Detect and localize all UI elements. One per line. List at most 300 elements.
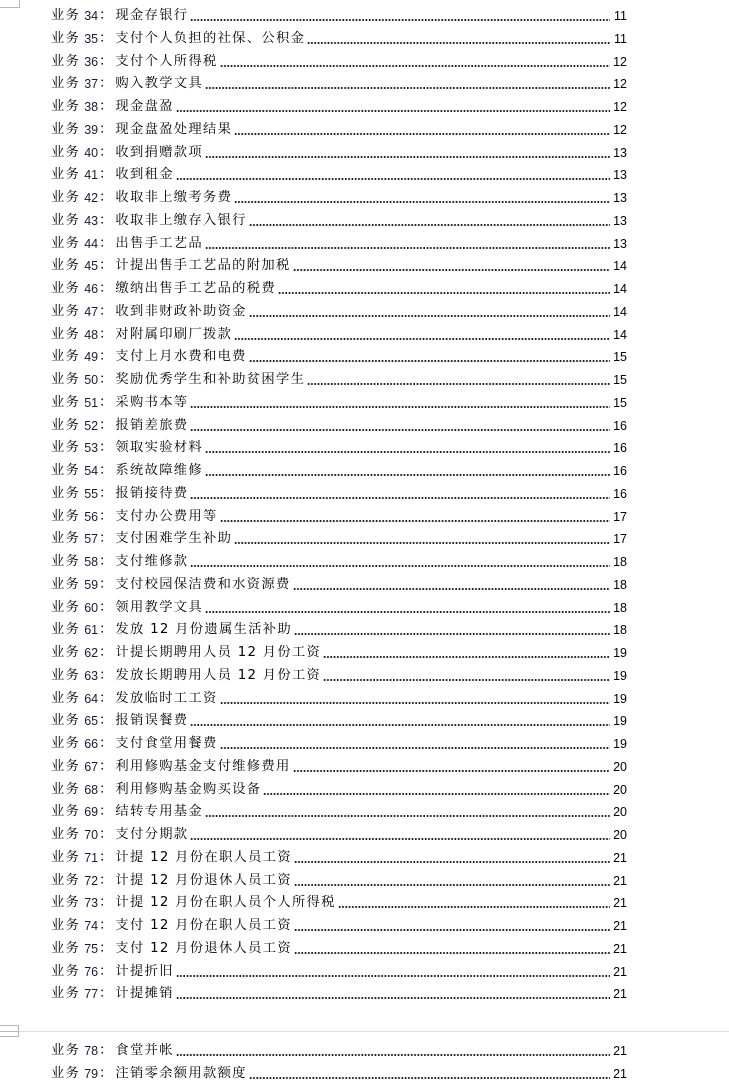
toc-entry[interactable] [51, 459, 627, 479]
toc-entry-prefix: 业务 [51, 599, 81, 615]
toc-entry-number: 55 [84, 486, 99, 501]
toc-entry-colon: ： [99, 849, 113, 865]
toc-entry-number: 56 [84, 509, 99, 524]
toc-entry-colon: ： [99, 212, 113, 228]
toc-entry-number: 61 [84, 623, 99, 638]
toc-entry-colon: ： [99, 8, 113, 23]
toc-dot-leader [234, 338, 610, 340]
toc-entry[interactable] [51, 869, 627, 889]
toc-entry-title: 奖励优秀学生和补助贫困学生 [115, 372, 306, 387]
toc-entry-number: 75 [84, 941, 99, 956]
toc-entry[interactable] [51, 982, 627, 1002]
toc-entry-colon: ： [99, 1065, 113, 1081]
toc-entry[interactable] [51, 709, 627, 729]
toc-entry-colon: ： [99, 508, 113, 524]
toc-entry-prefix: 业务 [51, 940, 81, 956]
toc-entry-colon: ： [99, 167, 113, 183]
toc-entry-colon: ： [99, 781, 113, 797]
toc-entry-prefix: 业务 [51, 713, 81, 729]
toc-entry-prefix: 业务 [51, 8, 81, 23]
toc-dot-leader [190, 724, 610, 726]
toc-entry-prefix: 业务 [51, 872, 81, 888]
toc-entry-title: 计提 12 月份在职人员工资 [115, 849, 292, 865]
toc-entry-colon: ： [99, 918, 113, 933]
toc-dot-leader [205, 611, 610, 613]
toc-entry-number: 58 [84, 555, 99, 569]
toc-dot-leader [293, 269, 610, 271]
toc-entry[interactable] [51, 732, 627, 752]
toc-dot-leader [190, 497, 610, 499]
toc-entry-number: 51 [84, 395, 99, 410]
toc-entry-page-number: 21 [613, 919, 627, 933]
toc-entry-colon: ： [99, 258, 113, 274]
toc-entry[interactable] [51, 118, 627, 138]
toc-entry-prefix: 业务 [51, 918, 81, 933]
toc-entry-page-number: 18 [613, 600, 627, 615]
toc-entry-page-number: 12 [613, 122, 627, 137]
toc-entry-page-number: 17 [613, 509, 627, 524]
toc-entry[interactable] [51, 1039, 627, 1059]
page-corner-marker [0, 0, 20, 8]
toc-entry[interactable] [51, 368, 627, 388]
toc-entry-page-number: 14 [613, 259, 627, 274]
toc-entry[interactable] [51, 960, 627, 980]
toc-entry-title: 支付个人所得税 [115, 53, 218, 69]
toc-entry-prefix: 业务 [51, 303, 81, 319]
toc-entry[interactable] [51, 4, 627, 24]
toc-entry[interactable] [51, 323, 627, 343]
toc-dot-leader [190, 406, 610, 408]
toc-entry-page-number: 18 [613, 577, 627, 592]
toc-dot-leader [220, 747, 610, 749]
toc-entry-prefix: 业务 [51, 144, 81, 160]
toc-entry-colon: ： [99, 326, 113, 342]
toc-entry-page-number: 20 [613, 805, 627, 820]
toc-entry-colon: ： [99, 394, 113, 410]
toc-entry[interactable] [51, 232, 627, 252]
toc-entry[interactable] [51, 254, 627, 274]
toc-entry-page-number: 16 [613, 418, 627, 433]
toc-entry-prefix: 业务 [51, 622, 81, 638]
toc-entry-colon: ： [99, 281, 113, 296]
toc-entry-number: 70 [84, 828, 99, 842]
page-corner-marker [0, 1025, 19, 1037]
toc-entry-prefix: 业务 [51, 1065, 81, 1081]
toc-entry-title: 计提 12 月份在职人员个人所得税 [115, 895, 336, 911]
toc-entry-page-number: 13 [613, 236, 627, 251]
toc-entry-number: 66 [84, 737, 99, 751]
toc-entry-prefix: 业务 [51, 667, 81, 683]
toc-entry-page-number: 18 [613, 555, 627, 569]
toc-entry-number: 40 [84, 145, 99, 160]
toc-entry-number: 36 [84, 54, 99, 69]
toc-dot-leader [294, 884, 610, 886]
toc-entry-colon: ： [99, 986, 113, 1002]
toc-entry-number: 77 [84, 987, 99, 1002]
toc-entry-page-number: 14 [613, 327, 627, 342]
toc-entry-colon: ： [99, 531, 113, 547]
toc-entry-prefix: 业务 [51, 895, 81, 911]
toc-entry-number: 72 [84, 873, 99, 888]
toc-entry-page-number: 19 [613, 714, 627, 729]
toc-entry-prefix: 业务 [51, 121, 81, 137]
toc-entry-colon: ： [99, 235, 113, 251]
toc-entry-prefix: 业务 [51, 1043, 81, 1058]
toc-dot-leader [323, 656, 610, 658]
toc-dot-leader [294, 929, 610, 931]
toc-entry-number: 49 [84, 350, 99, 365]
toc-entry-number: 65 [84, 714, 99, 729]
toc-entry-number: 79 [84, 1066, 99, 1081]
toc-dot-leader [205, 87, 610, 89]
toc-entry-prefix: 业务 [51, 326, 81, 342]
toc-entry[interactable] [51, 72, 627, 92]
toc-entry-page-number: 17 [613, 532, 627, 547]
toc-entry-page-number: 11 [614, 31, 627, 46]
toc-entry-colon: ： [99, 463, 113, 478]
toc-entry-colon: ： [99, 303, 113, 319]
toc-entry-prefix: 业务 [51, 30, 81, 46]
toc-entry-title: 购入教学文具 [115, 76, 203, 92]
toc-dot-leader [176, 110, 610, 112]
toc-dot-leader [205, 815, 610, 817]
toc-entry-colon: ： [99, 30, 113, 46]
toc-entry-colon: ： [99, 963, 113, 979]
toc-entry-prefix: 业务 [51, 849, 81, 865]
toc-dot-leader [205, 156, 610, 158]
toc-entry[interactable] [51, 186, 627, 206]
toc-dot-leader [249, 360, 610, 362]
toc-entry-title: 支付分期款 [115, 827, 189, 842]
toc-dot-leader [205, 451, 610, 453]
toc-entry-prefix: 业务 [51, 554, 81, 569]
toc-entry-colon: ： [99, 690, 113, 706]
toc-entry-title: 支付困难学生补助 [115, 531, 233, 547]
toc-entry[interactable] [51, 277, 627, 297]
toc-entry-page-number: 16 [613, 464, 627, 478]
toc-entry[interactable] [51, 300, 627, 320]
toc-entry-title: 利用修购基金购买设备 [115, 781, 262, 797]
toc-entry-title: 采购书本等 [115, 394, 189, 410]
toc-entry-page-number: 19 [613, 646, 627, 660]
toc-entry-prefix: 业务 [51, 167, 81, 183]
toc-entry-prefix: 业务 [51, 531, 81, 547]
toc-entry-page-number: 12 [613, 54, 627, 69]
toc-entry[interactable] [51, 573, 627, 593]
toc-entry-prefix: 业务 [51, 781, 81, 797]
toc-entry-number: 64 [84, 691, 99, 706]
toc-dot-leader [249, 315, 610, 317]
toc-entry-title: 计提摊销 [115, 986, 174, 1002]
toc-entry-number: 48 [84, 327, 99, 342]
toc-entry-page-number: 15 [613, 395, 627, 410]
toc-entry[interactable] [51, 687, 627, 707]
toc-entry[interactable] [51, 778, 627, 798]
toc-entry-page-number: 12 [613, 77, 627, 92]
toc-entry-colon: ： [99, 622, 113, 638]
toc-entry[interactable] [51, 209, 627, 229]
toc-dot-leader [190, 838, 610, 840]
toc-entry[interactable] [51, 664, 627, 684]
toc-entry[interactable] [51, 618, 627, 638]
toc-entry-title: 计提 12 月份退休人员工资 [115, 872, 292, 888]
toc-entry-colon: ： [99, 485, 113, 501]
toc-entry-number: 78 [84, 1044, 99, 1058]
toc-entry-number: 60 [84, 600, 99, 615]
toc-entry-colon: ： [99, 804, 113, 820]
toc-dot-leader [307, 383, 610, 385]
toc-entry-title: 计提折旧 [115, 963, 174, 979]
toc-entry-number: 37 [84, 77, 99, 92]
toc-entry-title: 收取非上缴考务费 [115, 190, 233, 205]
toc-entry-colon: ： [99, 713, 113, 729]
toc-dot-leader [293, 588, 610, 590]
toc-entry-page-number: 21 [613, 1066, 627, 1081]
toc-entry-number: 45 [84, 259, 99, 274]
toc-entry[interactable] [51, 345, 627, 365]
toc-dot-leader [176, 1054, 610, 1056]
toc-entry-page-number: 13 [613, 191, 627, 205]
toc-entry[interactable] [51, 163, 627, 183]
toc-entry-title: 计提长期聘用人员 12 月份工资 [115, 645, 322, 660]
toc-entry-prefix: 业务 [51, 576, 81, 592]
toc-entry-title: 系统故障维修 [115, 463, 203, 478]
toc-entry-prefix: 业务 [51, 736, 81, 751]
toc-entry-number: 69 [84, 805, 99, 820]
toc-dot-leader [190, 429, 610, 431]
toc-entry-page-number: 15 [613, 350, 627, 365]
toc-entry-page-number: 21 [613, 850, 627, 865]
toc-entry-page-number: 13 [613, 145, 627, 160]
toc-entry[interactable] [51, 641, 627, 661]
toc-entry-colon: ： [99, 736, 113, 751]
toc-entry-colon: ： [99, 667, 113, 683]
toc-entry-number: 68 [84, 782, 99, 797]
toc-entry-title: 支付办公费用等 [115, 508, 218, 524]
toc-entry-colon: ： [99, 940, 113, 956]
toc-entry-prefix: 业务 [51, 986, 81, 1002]
toc-entry-page-number: 21 [613, 873, 627, 888]
toc-entry-title: 利用修购基金支付维修费用 [115, 758, 291, 774]
toc-dot-leader [234, 133, 610, 135]
toc-entry-title: 支付上月水费和电费 [115, 349, 247, 365]
toc-entry-prefix: 业务 [51, 212, 81, 228]
toc-entry-title: 报销误餐费 [115, 713, 189, 729]
toc-entry-page-number: 15 [613, 373, 627, 387]
toc-entry[interactable] [51, 50, 627, 70]
toc-entry[interactable] [51, 1062, 627, 1082]
toc-dot-leader [176, 975, 610, 977]
toc-entry-title: 支付 12 月份退休人员工资 [115, 940, 292, 956]
toc-entry-colon: ： [99, 99, 113, 114]
toc-entry-prefix: 业务 [51, 235, 81, 251]
toc-dot-leader [338, 906, 610, 908]
toc-entry-page-number: 12 [613, 100, 627, 114]
toc-entry-prefix: 业务 [51, 804, 81, 820]
toc-entry-number: 62 [84, 646, 99, 660]
toc-entry-number: 35 [84, 31, 99, 46]
toc-entry[interactable] [51, 95, 627, 115]
toc-entry-page-number: 21 [613, 987, 627, 1002]
toc-entry-page-number: 14 [613, 304, 627, 319]
toc-entry[interactable] [51, 800, 627, 820]
toc-entry[interactable] [51, 391, 627, 411]
toc-entry-prefix: 业务 [51, 281, 81, 296]
toc-dot-leader [278, 292, 610, 294]
toc-entry-prefix: 业务 [51, 508, 81, 524]
toc-dot-leader [249, 1077, 610, 1079]
toc-entry-title: 现金盘盈处理结果 [115, 121, 233, 137]
toc-entry[interactable] [51, 914, 627, 934]
toc-entry-number: 42 [84, 191, 99, 205]
toc-entry-title: 出售手工艺品 [115, 235, 203, 251]
toc-entry-prefix: 业务 [51, 190, 81, 205]
toc-entry-title: 发放临时工工资 [115, 690, 218, 706]
toc-entry-page-number: 13 [613, 168, 627, 183]
page-break-divider [0, 1031, 729, 1032]
toc-entry[interactable] [51, 596, 627, 616]
toc-entry-page-number: 20 [613, 782, 627, 797]
toc-entry-colon: ： [99, 1043, 113, 1058]
toc-entry-prefix: 业务 [51, 690, 81, 706]
toc-entry[interactable] [51, 823, 627, 843]
toc-entry-colon: ： [99, 758, 113, 774]
toc-dot-leader [263, 793, 610, 795]
toc-entry-title: 报销接待费 [115, 485, 189, 501]
toc-entry-prefix: 业务 [51, 99, 81, 114]
toc-entry-page-number: 11 [614, 9, 627, 23]
toc-entry-number: 41 [84, 168, 99, 183]
toc-entry-prefix: 业务 [51, 53, 81, 69]
toc-entry-title: 支付个人负担的社保、公积金 [115, 30, 306, 46]
toc-entry[interactable] [51, 505, 627, 525]
toc-entry-colon: ： [99, 554, 113, 569]
toc-entry-page-number: 21 [613, 964, 627, 979]
toc-entry-colon: ： [99, 144, 113, 160]
toc-entry-title: 收取非上缴存入银行 [115, 212, 247, 228]
toc-entry-number: 44 [84, 236, 99, 251]
toc-entry-number: 67 [84, 759, 99, 774]
toc-entry-prefix: 业务 [51, 76, 81, 92]
toc-entry-page-number: 16 [613, 486, 627, 501]
toc-entry-colon: ： [99, 53, 113, 69]
toc-entry-number: 63 [84, 668, 99, 683]
toc-entry-prefix: 业务 [51, 394, 81, 410]
toc-entry[interactable] [51, 937, 627, 957]
toc-dot-leader [234, 542, 610, 544]
toc-entry-title: 领取实验材料 [115, 440, 203, 456]
toc-entry-prefix: 业务 [51, 372, 81, 387]
toc-dot-leader [205, 247, 610, 249]
toc-entry-number: 46 [84, 282, 99, 296]
toc-entry-page-number: 19 [613, 737, 627, 751]
toc-dot-leader [190, 565, 610, 567]
toc-dot-leader [205, 474, 610, 476]
toc-entry-title: 计提出售手工艺品的附加税 [115, 258, 291, 274]
toc-dot-leader [220, 65, 610, 67]
toc-entry-title: 食堂并帐 [115, 1043, 174, 1058]
toc-entry-page-number: 14 [613, 282, 627, 296]
toc-entry-colon: ： [99, 872, 113, 888]
toc-entry[interactable] [51, 27, 627, 47]
toc-entry[interactable] [51, 482, 627, 502]
toc-entry-colon: ： [99, 121, 113, 137]
toc-entry-title: 报销差旅费 [115, 417, 189, 433]
toc-entry-number: 74 [84, 919, 99, 933]
toc-entry-page-number: 21 [613, 1044, 627, 1058]
toc-entry-title: 收到租金 [115, 167, 174, 183]
toc-entry-title: 注销零余额用款额度 [115, 1065, 247, 1081]
toc-entry-number: 54 [84, 464, 99, 478]
toc-entry[interactable] [51, 550, 627, 570]
toc-entry-prefix: 业务 [51, 463, 81, 478]
toc-entry-number: 57 [84, 532, 99, 547]
toc-entry-page-number: 19 [613, 668, 627, 683]
toc-dot-leader [249, 224, 610, 226]
toc-dot-leader [294, 952, 610, 954]
toc-dot-leader [234, 201, 610, 203]
toc-dot-leader [190, 19, 610, 21]
toc-entry-page-number: 20 [613, 759, 627, 774]
toc-entry-colon: ： [99, 372, 113, 387]
toc-entry-title: 发放 12 月份遗属生活补助 [115, 622, 292, 638]
toc-entry-title: 发放长期聘用人员 12 月份工资 [115, 667, 322, 683]
toc-entry-number: 34 [84, 9, 99, 23]
toc-entry-page-number: 16 [613, 441, 627, 456]
toc-entry-prefix: 业务 [51, 417, 81, 433]
toc-entry-colon: ： [99, 190, 113, 205]
toc-entry-title: 支付食堂用餐费 [115, 736, 218, 751]
toc-entry-page-number: 19 [613, 691, 627, 706]
toc-entry[interactable] [51, 846, 627, 866]
toc-entry[interactable] [51, 436, 627, 456]
toc-dot-leader [323, 679, 610, 681]
toc-entry-number: 53 [84, 441, 99, 456]
toc-entry-title: 支付校园保洁费和水资源费 [115, 576, 291, 592]
toc-dot-leader [294, 861, 610, 863]
toc-entry-colon: ： [99, 599, 113, 615]
toc-entry-colon: ： [99, 349, 113, 365]
toc-entry-number: 43 [84, 213, 99, 228]
toc-entry-page-number: 21 [613, 941, 627, 956]
toc-entry-page-number: 20 [613, 828, 627, 842]
toc-entry[interactable] [51, 755, 627, 775]
toc-entry-colon: ： [99, 440, 113, 456]
toc-dot-leader [293, 770, 610, 772]
toc-entry-colon: ： [99, 645, 113, 660]
toc-entry-title: 收到非财政补助资金 [115, 303, 247, 319]
toc-entry-number: 50 [84, 373, 99, 387]
toc-entry-prefix: 业务 [51, 485, 81, 501]
toc-entry-number: 39 [84, 122, 99, 137]
toc-entry-page-number: 21 [613, 896, 627, 911]
toc-entry-colon: ： [99, 895, 113, 911]
toc-entry-prefix: 业务 [51, 258, 81, 274]
toc-dot-leader [176, 997, 610, 999]
toc-entry-title: 现金存银行 [115, 8, 189, 23]
toc-entry-colon: ： [99, 576, 113, 592]
toc-entry[interactable] [51, 527, 627, 547]
toc-entry-colon: ： [99, 827, 113, 842]
toc-entry[interactable] [51, 414, 627, 434]
toc-entry-prefix: 业务 [51, 827, 81, 842]
toc-dot-leader [220, 520, 610, 522]
toc-entry-number: 76 [84, 964, 99, 979]
toc-entry[interactable] [51, 891, 627, 911]
toc-entry-prefix: 业务 [51, 349, 81, 365]
toc-entry[interactable] [51, 141, 627, 161]
toc-entry-colon: ： [99, 417, 113, 433]
